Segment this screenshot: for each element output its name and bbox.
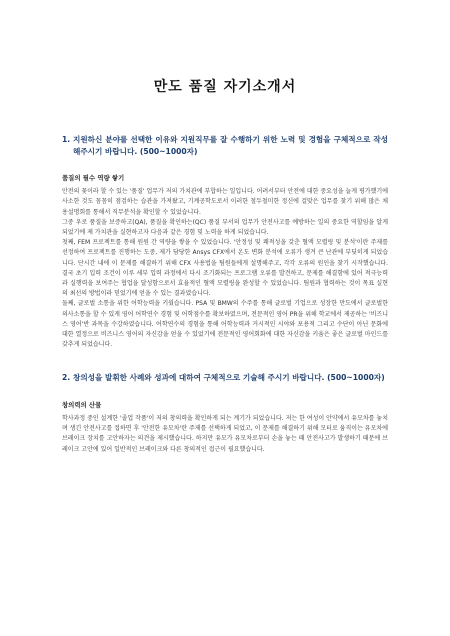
section-1-paragraph-3: 첫째, FEM 프로젝트를 통해 원원 간 역량을 쌓을 수 있었습니다. '안정성 및 쾌적성을 갖춘 혈액 모렬링 및 분석'이란 주제를 선정하여 프로젝트를 진행하는 도중, 제가 담당한 Ansys CFX에서 온도 변화 분석에 오류가 생겨 큰 난관에 부딪히게 되었습니다. 단시간 내에 이 문제를 해결하기 위해 CFX 사용법을 팀원들에게 설명해주고, 각각 오류의 원인을 찾기 시작했습니다. 결국 초기 입력 조건이 이루 세부 입력 과정에서 다시 조기화되는 프로그램 오류를 발견하고, 문제를 해결함에 있어 적극능력과 실행력을 보여주는 협업을 달성함으로서 효율적인 혈액 모렬링을 완성할 수 있었습니다. 팀원과 협력하는 것이 목표 실현의 최선의 방법이라 믿었기에 얻을 수 있는 결과였습니다.: [62, 239, 388, 298]
section-2-subheading: 창의력의 산물: [62, 401, 102, 410]
section-2-question-text: 창의성을 발휘한 사례와 성과에 대하여 구체적으로 기술해 주시기 바랍니다. (500~1000자): [73, 373, 385, 383]
section-1-number: 1.: [62, 135, 71, 144]
document-title: 만도 품질 자기소개서: [153, 79, 297, 95]
section-1-question: [62, 134, 388, 157]
section-2-paragraph-1: 학사과정 중인 설계한 '졸업 작품'이 저의 창의력을 확인하게 되는 계기가 되었습니다. 저는 한 여성이 안약에서 유모차를 놓치며 생긴 안전사고를 접하면 후 '안전한 유모차'란 주제를 선택하게 되었고, 이 문제를 해결하기 위해 모터로 움직이는 유모차에 브레이크 장치를 고안하자는 의견을 제시했습니다. 하지만 유모가 유모차로부터 손을 놓는 때 안전사고가 발생하기 때문에 브레이크 고안에 있어 일반적인 브레이크와 다른 창의적인 접근이 필요했습니다.: [62, 415, 388, 453]
section-1-paragraph-2: 그중 우로 품질을 보증하고(QA), 품질을 확인하는(QC) 품질 부서의 업무가 안전사고를 예방하는 일의 중요한 역할임을 알게 되었기에 제 가치관을 실현하고자 다음과 같은 경험 및 노력을 하게 되었습니다.: [62, 218, 388, 236]
section-1-question-text: 지원하신 분야를 선택한 이유와 지원직무를 잘 수행하기 위한 노력 및 경험을 구체적으로 작성해주시기 바랍니다. (500~1000자): [73, 135, 388, 156]
section-2-number: 2.: [62, 373, 71, 383]
section-1-subheading: 품질의 필수 역량 쌓기: [62, 174, 125, 183]
section-2-question: [62, 372, 388, 384]
section-1-paragraph-1: 안전의 꽃이라 할 수 있는 '품질' 업무가 저의 가치관에 부합하는 일입니다. 어려서부터 안전에 대한 중요성을 늘게 평가했기에 사소한 것도 꼼꼼히 점검하는 습관을 가져왔고, 기계공학도로서 이러한 철두철미한 정신에 걸맞은 업무를 찾기 위해 많은 채용설명회를 통해서 직무분석을 확인할 수 있었습니다.: [62, 188, 388, 216]
section-1-paragraph-4: 둘째, 글로벌 소통을 위한 어학능력을 키웠습니다. PSA 및 BMW의 수주를 통해 글로벌 기업으로 성장한 만도에서 글로벌한 의사소통을 할 수 있게 영어 어학연수 경험 및 어학점수를 확보하였으며, 전문적인 영어 PR을 위해 학교에서 제공하는 '비즈니스 영어'반 과목을 수강하였습니다. 어학연수의 경험을 통해 어학능력과 거시적인 시야와 포용적 그리고 수단이 아닌 문화에 대한 열정으로 비즈니스 영어의 자신감을 얻을 수 있었기에 전문적인 영어회화에 대한 자신감을 키움은 좋은 글로벌 마인드를 갖추게 되었습니다.: [62, 300, 388, 349]
